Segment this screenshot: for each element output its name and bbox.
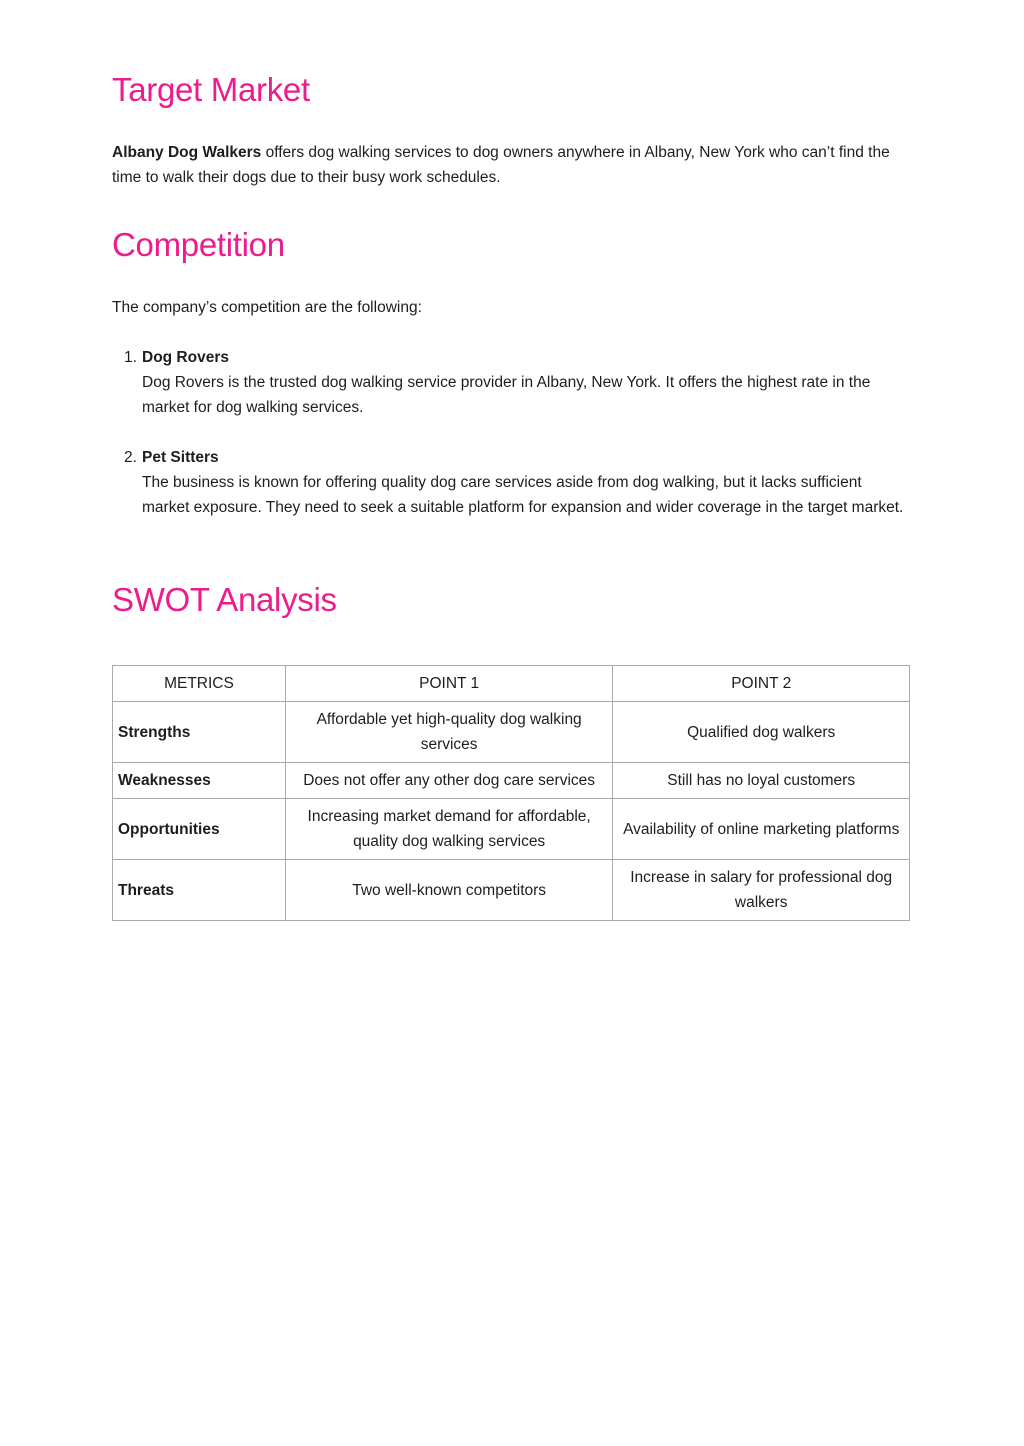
- competitor-name: Dog Rovers: [142, 349, 229, 366]
- metric-cell: Weaknesses: [113, 763, 286, 799]
- competitor-number: 1.: [124, 349, 137, 366]
- metric-cell: Opportunities: [113, 799, 286, 860]
- metric-cell: Strengths: [113, 702, 286, 763]
- point-1-cell: Increasing market demand for affordable, quality dog walking services: [285, 799, 613, 860]
- column-header-point-1: POINT 1: [285, 666, 613, 702]
- competitor-list: [112, 345, 910, 545]
- column-header-metrics: METRICS: [113, 666, 286, 702]
- point-1-cell: Two well-known competitors: [285, 860, 613, 921]
- competitor-item: [124, 345, 910, 420]
- table-row: [113, 763, 910, 799]
- competition-heading: Competition: [112, 226, 285, 263]
- competitor-description: The business is known for offering quality dog care services aside from dog walking, but it lacks sufficient market exposure. They need to seek a suitable platform for expansion and wider coverage in the target market.: [142, 474, 904, 516]
- table-row: [113, 702, 910, 763]
- table-row: [113, 860, 910, 921]
- swot-heading: SWOT Analysis: [112, 581, 337, 618]
- point-1-cell: Affordable yet high-quality dog walking services: [285, 702, 613, 763]
- competitor-description: Dog Rovers is the trusted dog walking service provider in Albany, New York. It offers the highest rate in the market for dog walking services.: [142, 374, 871, 416]
- point-2-cell: Increase in salary for professional dog walkers: [613, 860, 910, 921]
- point-2-cell: Still has no loyal customers: [613, 763, 910, 799]
- competition-intro: The company’s competition are the following:: [112, 299, 422, 316]
- target-market-heading: Target Market: [112, 71, 310, 108]
- competitor-item: [124, 445, 910, 520]
- column-header-point-2: POINT 2: [613, 666, 910, 702]
- table-row: [113, 799, 910, 860]
- target-market-text: offers dog walking services to dog owners anywhere in Albany, New York who can’t find the time to walk their dogs due to their busy work schedules.: [112, 144, 890, 186]
- table-header-row: [113, 666, 910, 702]
- point-2-cell: Qualified dog walkers: [613, 702, 910, 763]
- point-1-cell: Does not offer any other dog care services: [285, 763, 613, 799]
- target-market-paragraph: [112, 140, 910, 190]
- point-2-cell: Availability of online marketing platforms: [613, 799, 910, 860]
- metric-cell: Threats: [113, 860, 286, 921]
- competitor-name: Pet Sitters: [142, 449, 219, 466]
- competitor-number: 2.: [124, 449, 137, 466]
- swot-table: [112, 665, 910, 921]
- company-name: Albany Dog Walkers: [112, 144, 262, 161]
